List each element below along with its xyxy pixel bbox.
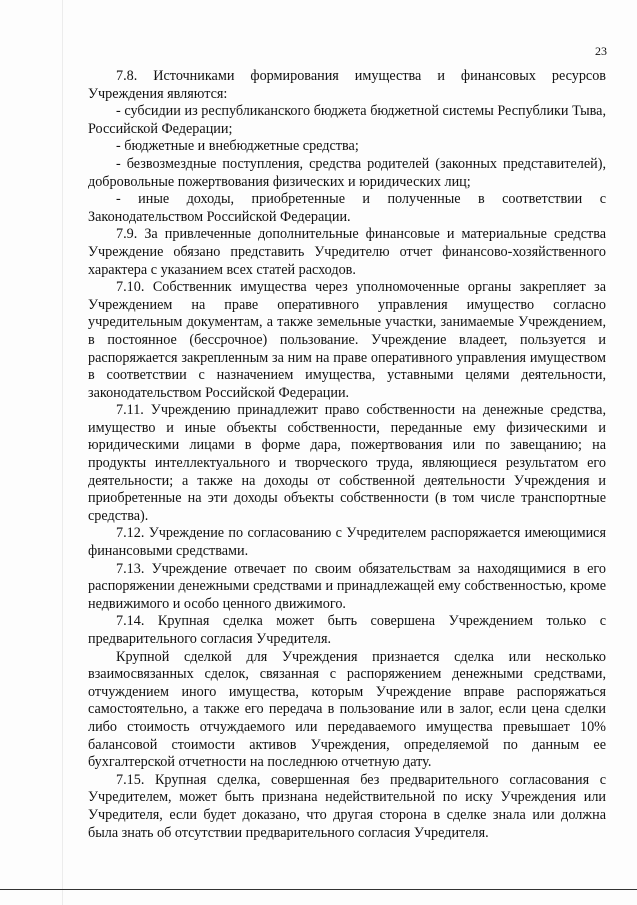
paragraph-7-8: 7.8. Источниками формирования имущества и финансовых ресурсов Учреждения являются:: [88, 68, 606, 102]
document-body: [88, 68, 606, 842]
list-item-other-income: - иные доходы, приобретенные и полученные в соответствии с Законодательством Российской Федерации.: [88, 191, 606, 225]
paragraph-7-9: 7.9. За привлеченные дополнительные финансовые и материальные средства Учреждение обязано представить Учредителю отчет финансово-хозяйственного характера с указанием всех статей расходов.: [88, 226, 606, 278]
paragraph-7-11: 7.11. Учреждению принадлежит право собственности на денежные средства, имущество и иные объекты собственности, переданные ему физическими и юридическими лицами в форме дара, пожертвования или по завещанию; на продукты интеллектуального и творческого труда, являющиеся результатом его деятельности; а также на доходы от собственной деятельности Учреждения и приобретенные на эти доходы объекты собственности (в том числе транспортные средства).: [88, 402, 606, 524]
paragraph-7-12: 7.12. Учреждение по согласованию с Учредителем распоряжается имеющимися финансовыми средствами.: [88, 525, 606, 560]
list-item-subsidies: - субсидии из республиканского бюджета бюджетной системы Республики Тыва, Российской Федерации;: [88, 103, 606, 137]
list-item-donations: - безвозмездные поступления, средства родителей (законных представителей), добровольные пожертвования физических и юридических лиц;: [88, 155, 606, 190]
page-number: 23: [595, 44, 607, 58]
paragraph-7-10: 7.10. Собственник имущества через уполномоченные органы закрепляет за Учреждением на праве оперативного управления имущество согласно учредительным документам, а также земельные участки, занимаемые Учреждением, в постоянное (бессрочное) пользование. Учреждение владеет, пользуется и распоряжается закрепленным за ним на праве оперативного управления имуществом в соответствии с назначением имущества, уставными целями деятельности, законодательством Российской Федерации.: [88, 279, 606, 401]
paragraph-7-13: 7.13. Учреждение отвечает по своим обязательствам за находящимися в его распоряжении денежными средствами и принадлежащей ему собственностью, кроме недвижимого и особо ценного движимого.: [88, 560, 606, 612]
scan-bottom-edge: [0, 889, 637, 890]
paragraph-major-deal-definition: Крупной сделкой для Учреждения признается сделка или несколько взаимосвязанных сделок, связанная с распоряжением денежными средствами, отчуждением иного имущества, которым Учреждение вправе распоряжаться самостоятельно, а также его передача в пользование или в залог, если цена сделки либо стоимость отчуждаемого или передаваемого имущества превышает 10% балансовой стоимости активов Учреждения, определяемой по данным ее бухгалтерской отчетности на последнюю отчетную дату.: [88, 648, 606, 771]
paragraph-7-15: 7.15. Крупная сделка, совершенная без предварительного согласования с Учредителем, может быть признана недействительной по иску Учреждения или Учредителя, если будет доказано, что другая сторона в сделке знала или должна была знать об отсутствии предварительного согласия Учредителя.: [88, 771, 606, 841]
scan-edge: [62, 0, 63, 905]
list-item-budget-funds: - бюджетные и внебюджетные средства;: [116, 138, 359, 155]
paragraph-7-14: 7.14. Крупная сделка может быть совершена Учреждением только с предварительного согласия Учредителя.: [88, 613, 606, 647]
